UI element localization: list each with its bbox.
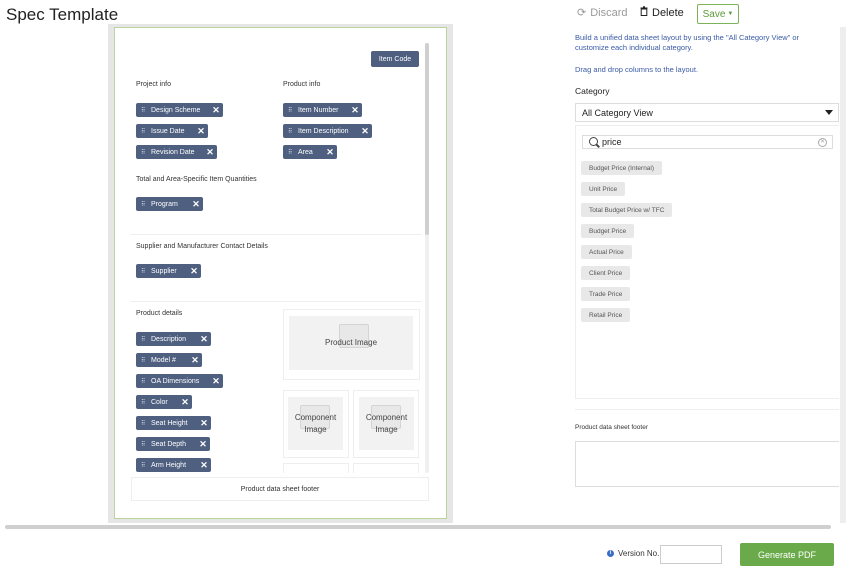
section-product-info: Product info — [283, 81, 321, 88]
section-divider — [131, 234, 421, 235]
remove-icon[interactable]: ✕ — [212, 375, 220, 386]
sheet-scrollbar[interactable] — [425, 43, 429, 235]
drag-handle-icon[interactable]: ⠿ — [141, 128, 145, 135]
search-input[interactable] — [582, 135, 833, 149]
remove-icon[interactable]: ✕ — [326, 146, 334, 157]
drag-handle-icon[interactable]: ⠿ — [141, 441, 145, 448]
chip-design-scheme[interactable]: ⠿ Design Scheme ✕ — [136, 103, 223, 117]
remove-icon[interactable]: ✕ — [200, 417, 208, 428]
drag-handle-icon[interactable]: ⠿ — [141, 357, 145, 364]
remove-icon[interactable]: ✕ — [200, 459, 208, 470]
remove-icon[interactable]: ✕ — [206, 146, 214, 157]
discard-button[interactable] — [577, 6, 628, 19]
version-label-text: Version No. — [618, 549, 660, 558]
column-option[interactable]: Retail Price — [581, 308, 630, 322]
caret-down-icon — [825, 110, 833, 115]
drag-handle-icon[interactable]: ⠿ — [288, 128, 292, 135]
product-image-placeholder[interactable] — [289, 316, 413, 370]
component-image-label-line1: Component — [294, 412, 337, 422]
chip-color[interactable]: ⠿ Color ✕ — [136, 395, 192, 409]
panel-divider — [575, 409, 839, 410]
drag-handle-icon[interactable]: ⠿ — [141, 399, 145, 406]
chip-supplier[interactable]: ⠿ Supplier ✕ — [136, 264, 201, 278]
remove-icon[interactable]: ✕ — [190, 265, 198, 276]
help-text-drag: Drag and drop columns to the layout. — [575, 65, 698, 74]
column-option[interactable]: Trade Price — [581, 287, 630, 301]
drag-handle-icon[interactable]: ⠿ — [141, 336, 145, 343]
footer-editor-input[interactable] — [575, 441, 839, 487]
drag-handle-icon[interactable]: ⠿ — [141, 149, 145, 156]
component-image-label-line2: Image — [375, 424, 398, 434]
category-value: All Category View — [582, 107, 653, 118]
component-image-label-line2: Image — [304, 424, 327, 434]
footer-editor-label: Product data sheet footer — [575, 424, 648, 431]
chip-model[interactable]: ⠿ Model # ✕ — [136, 353, 202, 367]
version-input[interactable] — [660, 545, 722, 564]
chip-item-description[interactable]: ⠿ Item Description ✕ — [283, 124, 372, 138]
remove-icon[interactable]: ✕ — [200, 333, 208, 344]
drag-handle-icon[interactable]: ⠿ — [141, 201, 145, 208]
remove-icon[interactable]: ✕ — [361, 125, 369, 136]
generate-pdf-button[interactable]: Generate PDF — [740, 543, 834, 566]
horizontal-scrollbar[interactable] — [5, 525, 831, 529]
remove-icon[interactable]: ✕ — [191, 354, 199, 365]
section-quantities: Total and Area-Specific Item Quantities — [136, 176, 257, 183]
section-supplier: Supplier and Manufacturer Contact Details — [136, 243, 268, 250]
clear-icon[interactable]: ✕ — [819, 139, 826, 145]
chip-arm-height[interactable]: ⠿ Arm Height ✕ — [136, 458, 211, 472]
column-option[interactable]: Budget Price (Internal) — [581, 161, 662, 175]
info-icon[interactable]: i — [607, 550, 614, 557]
drag-handle-icon[interactable]: ⠿ — [288, 107, 292, 114]
refresh-icon: ⟳ — [577, 7, 587, 19]
search-icon — [589, 137, 598, 146]
delete-label: Delete — [652, 6, 684, 19]
component-image-frame-3 — [283, 463, 349, 473]
remove-icon[interactable]: ✕ — [199, 438, 207, 449]
component-image-placeholder-1[interactable] — [288, 397, 343, 450]
delete-button[interactable] — [640, 6, 684, 19]
search-value: price — [602, 137, 622, 147]
remove-icon[interactable]: ✕ — [197, 125, 205, 136]
remove-icon[interactable]: ✕ — [351, 104, 359, 115]
chip-description[interactable]: ⠿ Description ✕ — [136, 332, 211, 346]
remove-icon[interactable]: ✕ — [181, 396, 189, 407]
remove-icon[interactable]: ✕ — [212, 104, 220, 115]
column-option[interactable]: Budget Price — [581, 224, 634, 238]
component-image-placeholder-2[interactable] — [359, 397, 414, 450]
save-label: Save — [702, 8, 726, 20]
item-code-block[interactable]: Item Code — [371, 51, 419, 67]
drag-handle-icon[interactable]: ⠿ — [288, 149, 292, 156]
column-option[interactable]: Actual Price — [581, 245, 632, 259]
drag-handle-icon[interactable]: ⠿ — [141, 420, 145, 427]
sheet-footer[interactable]: Product data sheet footer — [131, 477, 429, 501]
column-option[interactable]: Total Budget Price w/ TFC — [581, 203, 672, 217]
product-image-label: Product Image — [324, 338, 378, 347]
chip-issue-date[interactable]: ⠿ Issue Date ✕ — [136, 124, 208, 138]
drag-handle-icon[interactable]: ⠿ — [141, 107, 145, 114]
component-image-label-line1: Component — [365, 412, 408, 422]
caret-down-icon: ▼ — [727, 11, 734, 17]
chip-seat-depth[interactable]: ⠿ Seat Depth ✕ — [136, 437, 210, 451]
chip-item-number[interactable]: ⠿ Item Number ✕ — [283, 103, 362, 117]
chip-seat-height[interactable]: ⠿ Seat Height ✕ — [136, 416, 211, 430]
column-option[interactable]: Unit Price — [581, 182, 625, 196]
remove-icon[interactable]: ✕ — [192, 198, 200, 209]
chip-oa-dimensions[interactable]: ⠿ OA Dimensions ✕ — [136, 374, 223, 388]
component-image-frame-4 — [353, 463, 419, 473]
trash-icon — [640, 6, 648, 19]
drag-handle-icon[interactable]: ⠿ — [141, 378, 145, 385]
chip-revision-date[interactable]: ⠿ Revision Date ✕ — [136, 145, 217, 159]
section-divider — [131, 301, 421, 302]
save-button[interactable] — [697, 4, 739, 24]
chip-program[interactable]: ⠿ Program ✕ — [136, 197, 203, 211]
chip-area[interactable]: ⠿ Area ✕ — [283, 145, 337, 159]
version-label — [607, 549, 659, 558]
section-project-info: Project info — [136, 81, 172, 88]
page-title: Spec Template — [6, 5, 119, 24]
section-product-details: Product details — [136, 310, 183, 317]
panel-scrollbar[interactable] — [840, 27, 846, 523]
discard-label: Discard — [590, 6, 628, 19]
category-select[interactable] — [575, 103, 839, 122]
drag-handle-icon[interactable]: ⠿ — [141, 462, 145, 469]
column-option[interactable]: Client Price — [581, 266, 630, 280]
category-label: Category — [575, 86, 610, 96]
help-text: Build a unified data sheet layout by using the "All Category View" or customize each individual category. — [575, 33, 800, 52]
drag-handle-icon[interactable]: ⠿ — [141, 268, 145, 275]
